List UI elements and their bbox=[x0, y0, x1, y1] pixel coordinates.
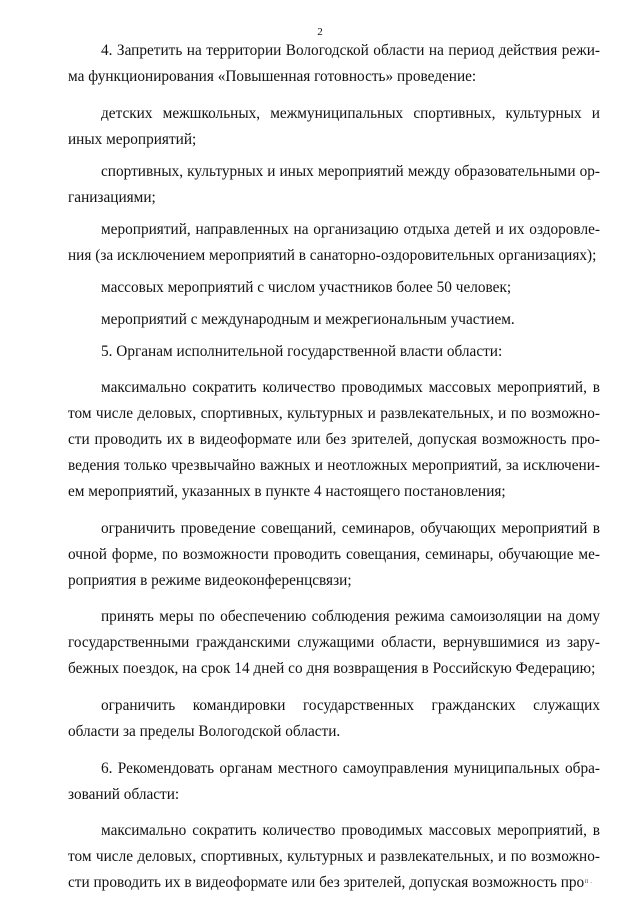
paragraph-6-intro: 6. Рекомендовать органам местного самоуправления муниципальных образований области: bbox=[68, 759, 600, 803]
paragraph-6-reduce-events: максимально сократить количество проводимых массовых мероприятий, в том числе деловых, спортивных, культурных и развлекательных, и по возможности проводить их в видеоформате или без зрителей, допуская возможность про bbox=[68, 822, 600, 892]
list-item-children-recreation: мероприятий, направленных на организацию отдыха детей и их оздоровления (за исключением мероприятий в санаторно-оздоровительных организациях); bbox=[68, 220, 600, 264]
list-item-mass-events: массовых мероприятий с числом участников более 50 человек; bbox=[101, 278, 512, 296]
paragraph-4-intro: 4. Запретить на территории Вологодской области на период действия режима функционирования «Повышенная готовность» проведение: bbox=[68, 42, 600, 85]
list-item-international-events: мероприятий с международным и межрегиональным участием. bbox=[101, 310, 515, 328]
list-item-educational-events: спортивных, культурных и иных мероприятий между образовательными организациями; bbox=[68, 162, 600, 206]
document-body bbox=[68, 38, 600, 907]
paragraph-5-limit-meetings: ограничить проведение совещаний, семинаров, обучающих мероприятий в очной форме, по возможности проводить совещания, семинары, обучающие мероприятия в режиме видеоконференцсвязи; bbox=[68, 519, 600, 589]
paragraph-5-self-isolation: принять меры по обеспечению соблюдения режима самоизоляции на дому государственными гражданскими служащими области, вернувшимися из зарубежных поездок, на срок 14 дней со дня возвращения в Российскую Федерацию; bbox=[68, 608, 600, 678]
list-item-school-events: детских межшкольных, межмуниципальных спортивных, культурных и иных мероприятий; bbox=[68, 104, 600, 148]
scan-mark: п . bbox=[584, 877, 592, 885]
paragraph-5-limit-trips: ограничить командировки государственных гражданских служащих области за пределы Вологодской области. bbox=[68, 696, 600, 740]
paragraph-5-reduce-events: максимально сократить количество проводимых массовых мероприятий, в том числе деловых, спортивных, культурных и развлекательных, и по возможности проводить их в видеоформате или без зрителей, допуская возможность проведения только чрезвычайно важных и неотложных мероприятий, за исключением мероприятий, указанных в пункте 4 настоящего постановления; bbox=[68, 379, 600, 501]
paragraph-5-intro: 5. Органам исполнительной государственной власти области: bbox=[101, 342, 503, 360]
page-number: 2 bbox=[317, 26, 323, 38]
